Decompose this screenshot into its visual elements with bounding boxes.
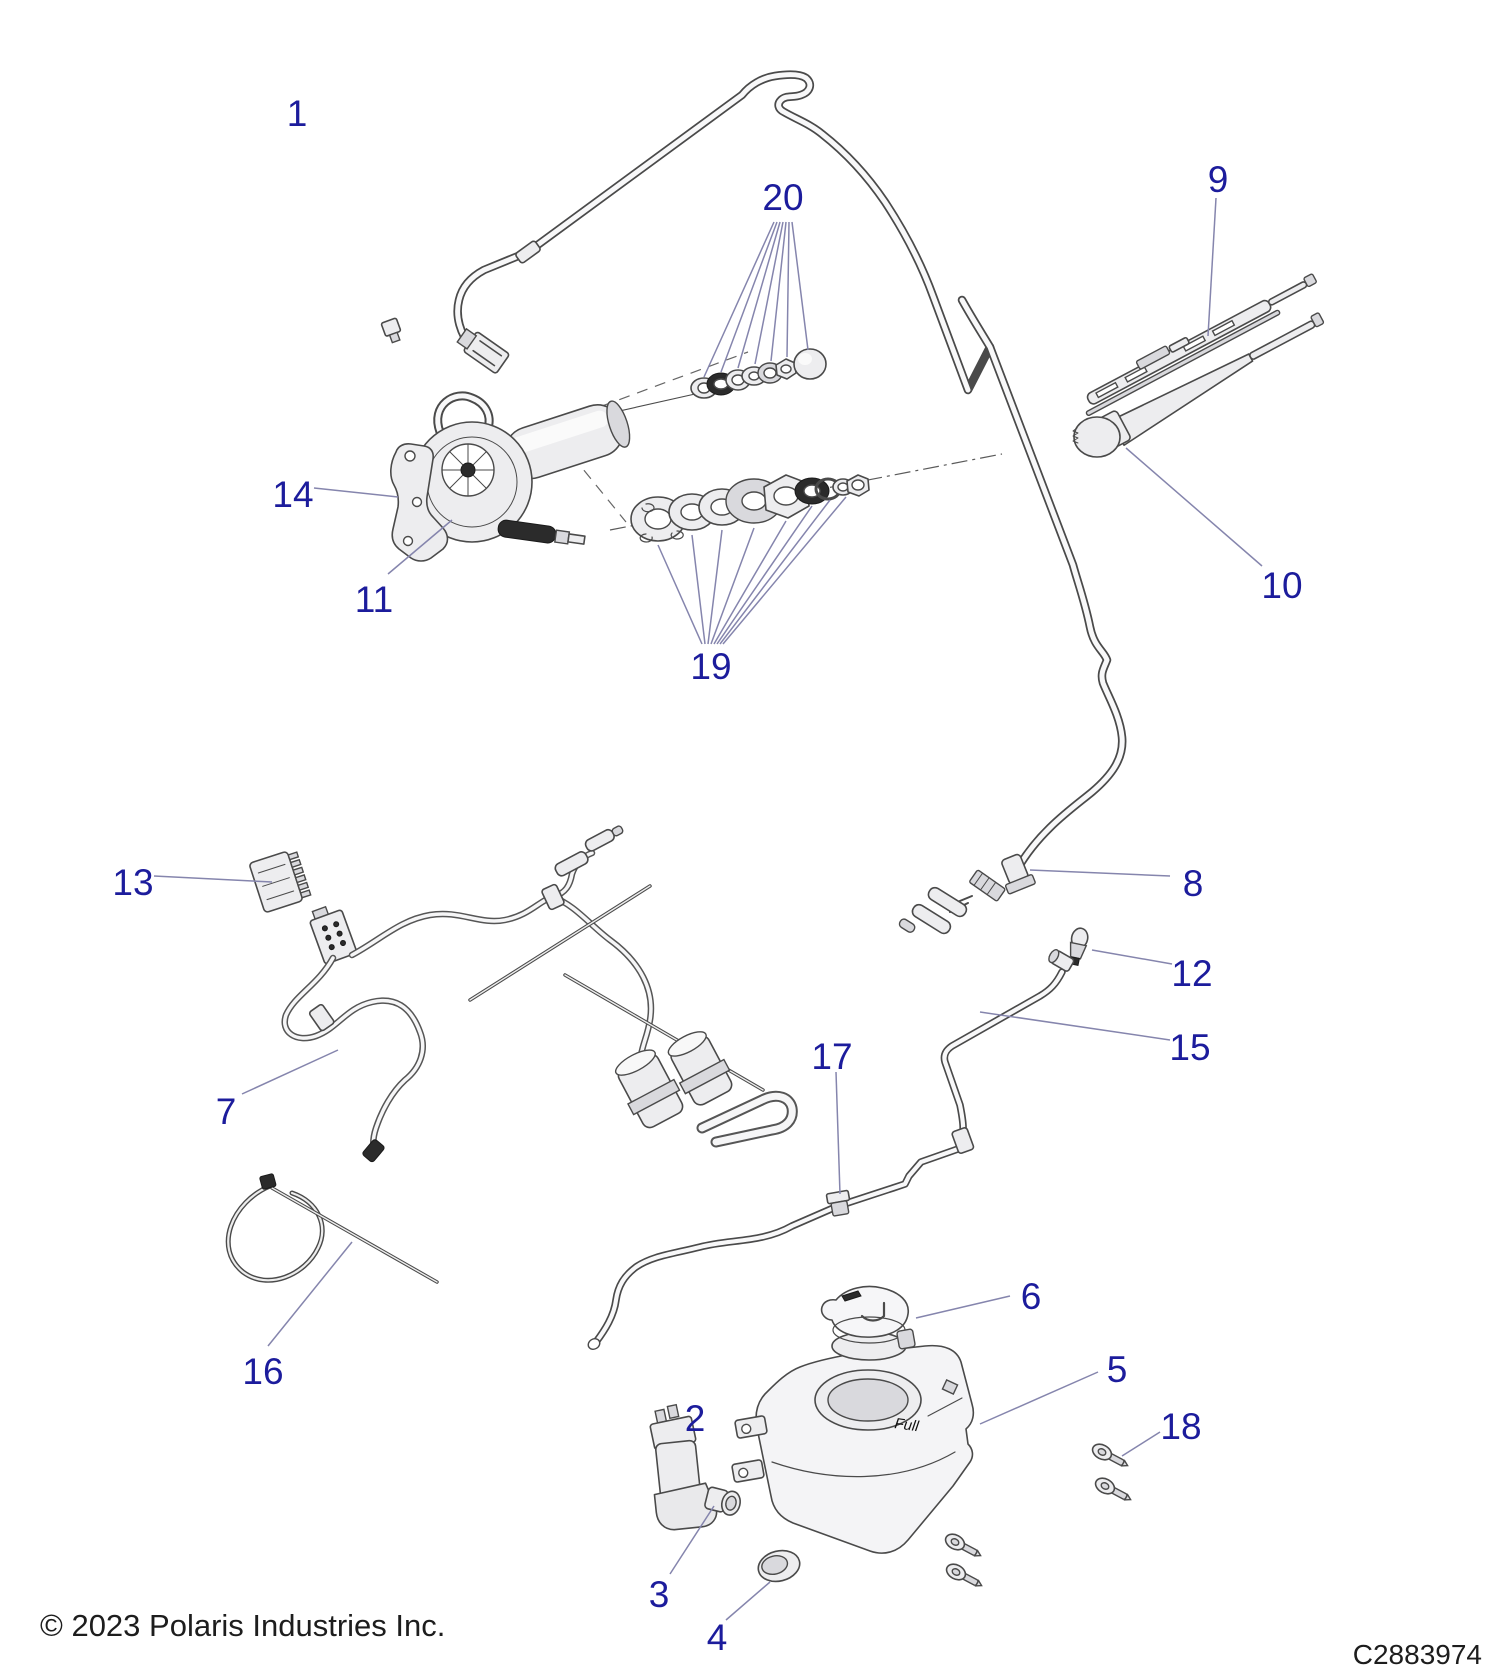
leader-6 xyxy=(916,1296,1010,1318)
hose-end-fittings xyxy=(898,870,1006,936)
wire-harness xyxy=(285,823,793,1163)
leader-10 xyxy=(1126,448,1262,566)
callout-10: 10 xyxy=(1261,565,1303,606)
document-code: C2883974 xyxy=(1352,1639,1482,1670)
callout-7: 7 xyxy=(215,1091,237,1132)
leader-14 xyxy=(314,488,398,497)
leader-18 xyxy=(1122,1432,1160,1456)
callout-19: 19 xyxy=(690,646,732,687)
callout-14: 14 xyxy=(272,474,314,515)
leader-15 xyxy=(980,1012,1170,1040)
callout-16: 16 xyxy=(242,1351,284,1392)
callout-9: 9 xyxy=(1207,159,1229,200)
callout-20-leaders xyxy=(704,222,808,377)
hose-clip-small xyxy=(381,318,404,344)
leader-17 xyxy=(836,1072,840,1194)
leader-8 xyxy=(1030,870,1170,876)
reservoir-bottle xyxy=(732,1346,974,1553)
leader-5 xyxy=(980,1372,1098,1424)
copyright-text: © 2023 Polaris Industries Inc. xyxy=(40,1608,446,1643)
callout-20: 20 xyxy=(762,177,804,218)
callout-1: 1 xyxy=(286,93,308,134)
leader-7 xyxy=(242,1050,338,1094)
callout-5: 5 xyxy=(1106,1349,1128,1390)
washer-hose-lower xyxy=(586,948,1074,1351)
callout-4: 4 xyxy=(706,1617,728,1658)
grommet-kit xyxy=(691,349,826,398)
leader-12 xyxy=(1092,950,1172,964)
mounting-screws xyxy=(943,1441,1134,1592)
bottle-marking-label: Full xyxy=(893,1415,920,1436)
pump-grommet xyxy=(755,1546,803,1585)
callout-3: 3 xyxy=(648,1574,670,1615)
callout-6: 6 xyxy=(1020,1276,1042,1317)
callout-15: 15 xyxy=(1169,1027,1211,1068)
callout-8: 8 xyxy=(1182,863,1204,904)
callout-11: 11 xyxy=(354,579,394,620)
callout-17: 17 xyxy=(811,1036,853,1077)
callout-18: 18 xyxy=(1160,1406,1202,1447)
callout-12: 12 xyxy=(1171,953,1213,994)
leader-4 xyxy=(726,1582,770,1620)
leader-9 xyxy=(1208,198,1216,336)
callout-2: 2 xyxy=(684,1398,706,1439)
callout-13: 13 xyxy=(112,862,154,903)
pivot-hardware-kit xyxy=(631,475,869,542)
reservoir-cap xyxy=(822,1287,916,1361)
